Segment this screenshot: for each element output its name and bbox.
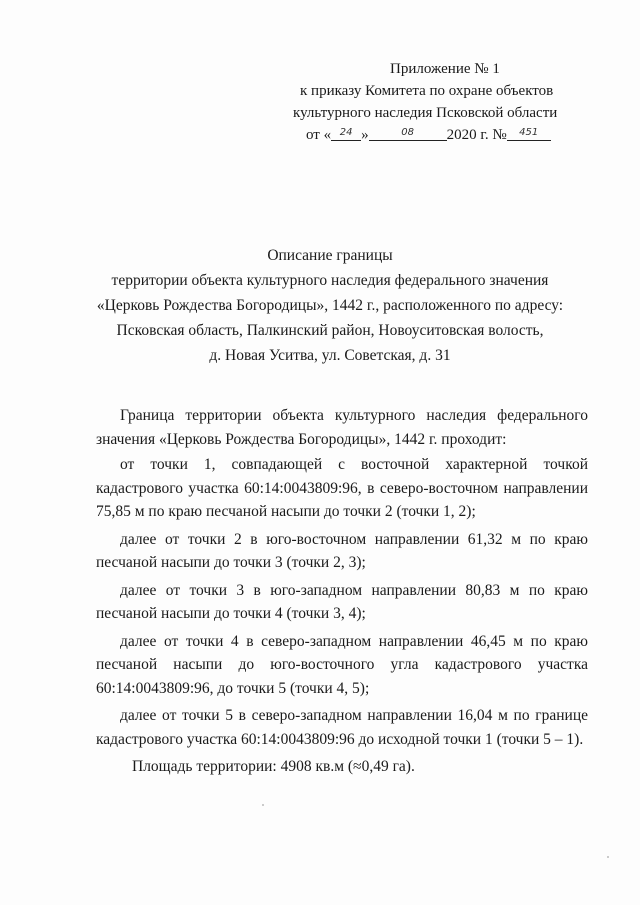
date-month-field [369,124,447,141]
order-number-field [507,124,551,141]
boundary-point-3: далее от точки 3 в юго-западном направлении 80,83 м по краю песчаной насыпи до точки 4 (точки 3, 4); [96,581,588,622]
title-line-5: д. Новая Уситва, ул. Советская, д. 31 [209,347,451,364]
date-mid: » [361,127,369,143]
scan-speck [262,804,264,806]
appendix-header [270,58,590,146]
appendix-order-line: к приказу Комитета по охране объектов [300,83,554,99]
document-title [60,243,600,368]
scan-speck [607,856,609,858]
title-line-2: территории объекта культурного наследия федерального значения [111,272,549,289]
order-number-handwritten: 451 [519,127,539,138]
boundary-point-2: далее от точки 2 в юго-восточном направлении 61,32 м по краю песчаной насыпи до точки 3 (точки 2, 3); [96,530,588,571]
title-line-3: «Церковь Рождества Богородицы», 1442 г., расположенного по адресу: [96,297,564,314]
title-line-4: Псковская область, Палкинский район, Новоуситовская волость, [116,322,544,339]
appendix-title: Приложение № 1 [390,61,500,77]
title-line-1: Описание границы [267,247,393,264]
intro-paragraph: Граница территории объекта культурного наследия федерального значения «Церковь Рождества Богородицы», 1442 г. проходит: [96,407,588,448]
boundary-point-5: далее от точки 5 в северо-западном направлении 16,04 м по границе кадастрового участка 60:14:0043809:96 до исходной точки 1 (точки 5 – 1). [96,707,588,748]
date-day-field [331,124,361,141]
date-day-handwritten: 24 [339,127,353,138]
date-month-handwritten: 08 [401,127,414,138]
appendix-committee-line: культурного наследия Псковской области [293,105,558,121]
boundary-point-1: от точки 1, совпадающей с восточной характерной точкой кадастрового участка 60:14:0043809:96, в северо-восточном направлении 75,85 м по краю песчаной насыпи до точки 2 (точки 1, 2); [96,456,588,520]
boundary-point-4: далее от точки 4 в северо-западном направлении 46,45 м по краю песчаной насыпи до юго-восточного угла кадастрового участка 60:14:0043809:96, до точки 5 (точки 4, 5); [96,632,588,697]
area-statement: Площадь территории: 4908 кв.м (≈0,49 га). [132,758,415,775]
date-prefix: от « [306,127,332,143]
document-body [96,404,588,781]
appendix-date-line [270,124,590,146]
date-year-label: 2020 г. № [446,127,507,143]
